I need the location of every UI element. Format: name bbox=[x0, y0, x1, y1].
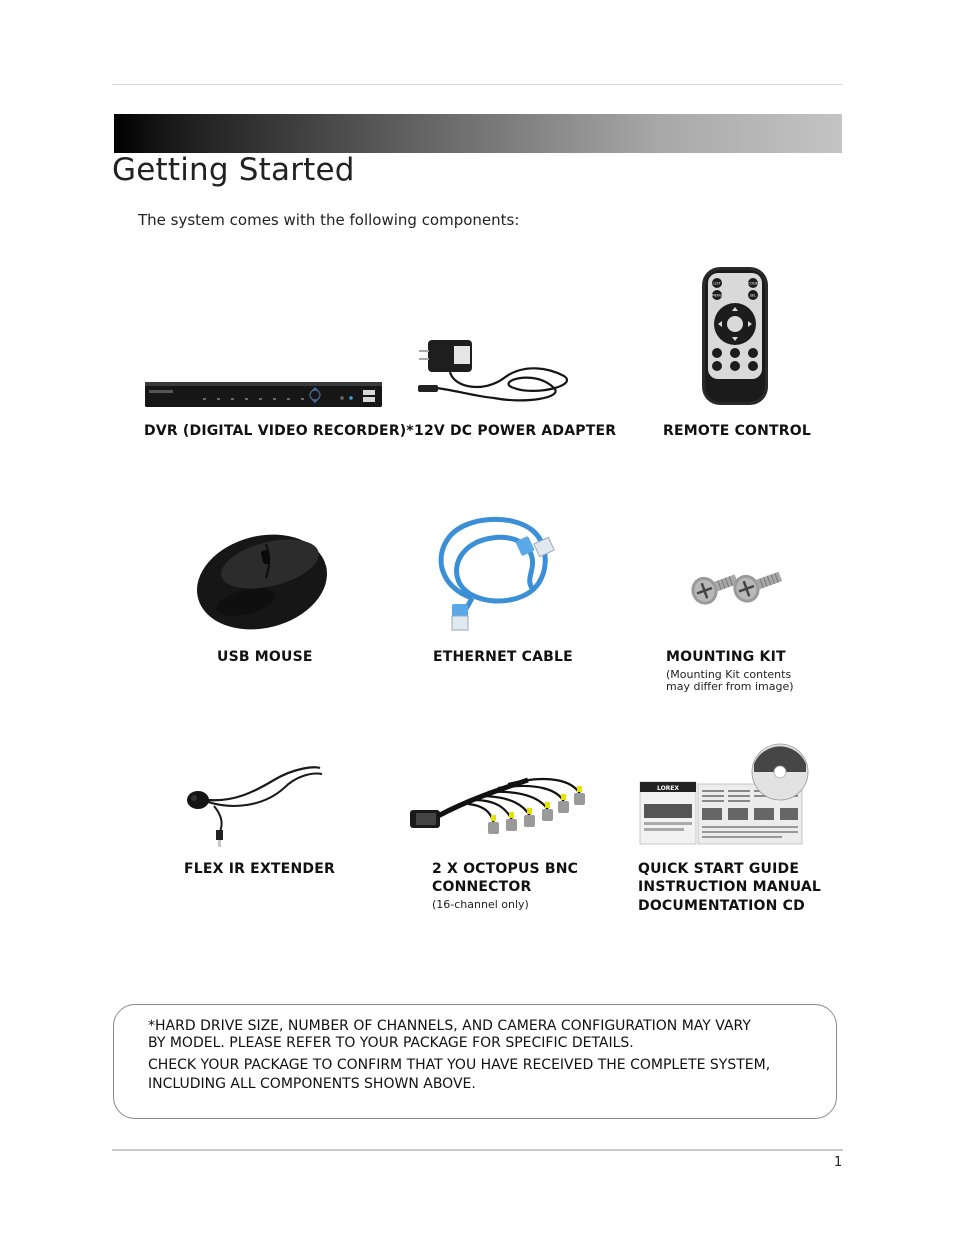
remote-code-label: CODE bbox=[747, 281, 759, 286]
note-line-2: BY MODEL. PLEASE REFER TO YOUR PACKAGE FOR SPECIFIC DETAILS. bbox=[148, 1035, 634, 1051]
ethernet-cable-image bbox=[432, 508, 570, 632]
mounting-kit-note-line1: (Mounting Kit contents bbox=[666, 668, 792, 681]
documentation-label-line3: DOCUMENTATION CD bbox=[638, 898, 805, 914]
ethernet-cable-label: ETHERNET CABLE bbox=[433, 649, 573, 665]
page-title: Getting Started bbox=[112, 152, 355, 188]
page-number: 1 bbox=[834, 1155, 843, 1170]
intro-text: The system comes with the following components: bbox=[138, 211, 520, 229]
ir-extender-label: FLEX IR EXTENDER bbox=[184, 861, 335, 877]
mounting-kit-note-line2: may differ from image) bbox=[666, 680, 794, 693]
remote-control-image bbox=[701, 266, 769, 406]
usb-mouse-image bbox=[196, 532, 332, 632]
dvr-image bbox=[145, 382, 383, 408]
doc-brand-label: LOREX bbox=[656, 785, 680, 792]
power-adapter-label: 12V DC POWER ADAPTER bbox=[414, 423, 617, 439]
remote-menu-label: MENU bbox=[711, 293, 723, 298]
note-line-4: INCLUDING ALL COMPONENTS SHOWN ABOVE. bbox=[148, 1076, 476, 1092]
section-banner bbox=[114, 114, 842, 153]
documentation-image bbox=[640, 742, 806, 846]
power-adapter-image bbox=[414, 338, 578, 408]
remote-list-label: LIST bbox=[713, 281, 721, 286]
octopus-bnc-label-line2: CONNECTOR bbox=[432, 879, 532, 895]
octopus-bnc-label-line1: 2 X OCTOPUS BNC bbox=[432, 861, 579, 877]
note-line-1: *HARD DRIVE SIZE, NUMBER OF CHANNELS, AND CAMERA CONFIGURATION MAY VARY bbox=[148, 1018, 751, 1034]
remote-sel-label: SEL bbox=[749, 293, 757, 298]
documentation-label-line2: INSTRUCTION MANUAL bbox=[638, 879, 822, 895]
note-line-3: CHECK YOUR PACKAGE TO CONFIRM THAT YOU HAVE RECEIVED THE COMPLETE SYSTEM, bbox=[148, 1057, 771, 1073]
usb-mouse-label: USB MOUSE bbox=[217, 649, 313, 665]
documentation-label-line1: QUICK START GUIDE bbox=[638, 861, 800, 877]
remote-control-label: REMOTE CONTROL bbox=[663, 423, 812, 439]
ir-extender-image bbox=[184, 762, 324, 848]
mounting-kit-label: MOUNTING KIT bbox=[666, 649, 786, 665]
top-rule bbox=[112, 84, 842, 85]
bottom-rule bbox=[112, 1149, 843, 1151]
octopus-bnc-image bbox=[408, 760, 594, 840]
screws-image bbox=[688, 560, 786, 610]
dvr-label: DVR (DIGITAL VIDEO RECORDER)* bbox=[144, 423, 414, 439]
octopus-bnc-note: (16-channel only) bbox=[432, 898, 529, 911]
